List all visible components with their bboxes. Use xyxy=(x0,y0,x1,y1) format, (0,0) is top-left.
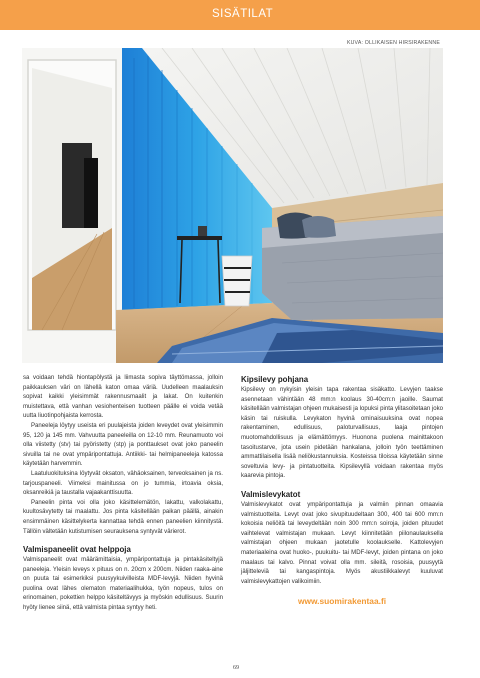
section-label: SISÄTILAT xyxy=(212,8,274,20)
bedroom-photo xyxy=(22,48,443,363)
bed xyxy=(262,212,443,320)
laundry-basket xyxy=(222,256,252,306)
left-paragraph-5: Valmispaneelit ovat määrämittaisia, ympäripontattuja ja pintakäsiteltyjä paneeleja. Yleisin leveys x pituus on n. 20cm x 200cm. Niiden raaka-aine on puuta tai esimerkiksi puusyykuivilleista MDF-levyjä. Niiden hyvinä puolina ovat lähes olematon materiaalihukka, työn nopeus, tulos on erinomainen, pokettien helppo käsiteltävyys ja myöskin edullisuus. Suurin hyöty lienee siinä, että valmista pintaa syntyy heti. xyxy=(23,557,223,612)
left-paragraph-2: Paneeleja löytyy useista eri puulajeista joiden leveydet ovat yleisimmin 95, 120 ja 145 mm. Vahvuutta paneeleilla on 12-10 mm. Reunamuoto voi olla viistetty (stv) tai pyöristetty (stp) ja ponttaukset ovat joko paneelin sivuilla tai ne ovat ympäripontattuja. Antiikki- tai helmipaneeleja katossa käytetään harvemmin. xyxy=(23,422,223,468)
left-text-column xyxy=(23,374,223,614)
photo-credit: KUVA: OLLIKAISEN HIRSIRAKENNE xyxy=(346,40,440,46)
right-paragraph-1: Kipsilevy on nykyisin yleisin tapa rakentaa sisäkatto. Levyjen taakse asennetaan vähintään 48 mm:n koolaus 30-40cm:n jaoille. Saumat käsitellään valmistajan ohjeen mukaisesti ja lopuksi pinta ylitasoitetaan joko käsin tai ruiskulla. Levykaton hyvinä ominaisuuksina ovat nopea rakentaminen, edullisuus, paloturvallisuus, laaja pintojen muotomahdollisuus ja elämättömyys. Huonona puolena mainittakoon tasoitustarve, jota usein pidetään hankalana, jolloin työn teettäminen ammattilaisella lisää neliökustannuksia. Kosteissa tiloissa käytetään sinne soveltuvia levy- ja pintatuotteita. Kipsilevyllä voidaan rakentaa myös kaarevia pintoja. xyxy=(241,387,444,480)
left-paragraph-3: Laatuluokituksina löytyvät oksaton, vähäoksainen, terveoksainen ja ns. tarjouspaneeli. Viimeksi mainitussa on jo tummia, irtoavia oksia, oksanreikiä ja taustalla vajaakanttisuutta. xyxy=(23,470,223,497)
right-paragraph-2: Valmislevykatot ovat ympäripontattuja ja valmiin pinnan omaavia valmistuotteita. Levyt ovat joko sivupituudeltaan 300, 400 tai 600 mm:n kokoisia neliöitä tai leveydeltään noin 300 mm:n soiroja, joiden pituudet vaihtelevat valmistajan mukaan. Levyt kiinnitetään piilonaulauksella valmistajan ohjeen mukaan jaotetulle koolaukselle. Kattolevyjen materiaaleina ovat huoko-, puukuitu- tai MDF-levyt, joiden pintana on joko maalaus tai kalvo. Pinnat voivat olla mm. sileitä, rosoisia, puusyytä jäljitteleviä tai kangaspintoja. Myös akustiikkalevyt kuuluvat valmislevykattojen valikoimiin. xyxy=(241,501,443,585)
subheading-valmispaneelit: Valmispaneelit ovat helppoja xyxy=(23,545,131,555)
subheading-kipsilevy: Kipsilevy pohjana xyxy=(241,375,309,384)
website-link[interactable]: www.suomirakentaa.fi xyxy=(297,596,387,607)
right-text-column xyxy=(241,374,443,607)
subheading-valmislevykatot: Valmislevykatot xyxy=(241,489,301,499)
left-paragraph-1: sa voidaan tehdä hiontapölystä ja liimasta sopiva täyttömassa, jolloin paikkauksen väri on lähellä katon omaa väriä. Uudelleen maalauksin sopivat kaikki yleisimmät rakennusmaalit ja lakat. On kuitenkin muistettava, että vanhan vesiohenteisen tuotteen päälle ei voida vetää uutta liuotinpohjaista kerrosta. xyxy=(23,375,223,420)
section-header-bar xyxy=(0,0,480,30)
page-number: 69 xyxy=(233,665,239,671)
left-paragraph-4: Paneelin pinta voi olla joko käsittelemätön, lakattu, valkolakattu, kuultosävytetty tai maalattu. Jos pinta käsitellään paikan päällä, ainakin ensimmäinen käsittelykerta kannattaa tehdä ennen paneelien kiinnitystä. Tällöin vältetään kutistumisen seurauksena syntyvät värierot. xyxy=(23,499,223,535)
